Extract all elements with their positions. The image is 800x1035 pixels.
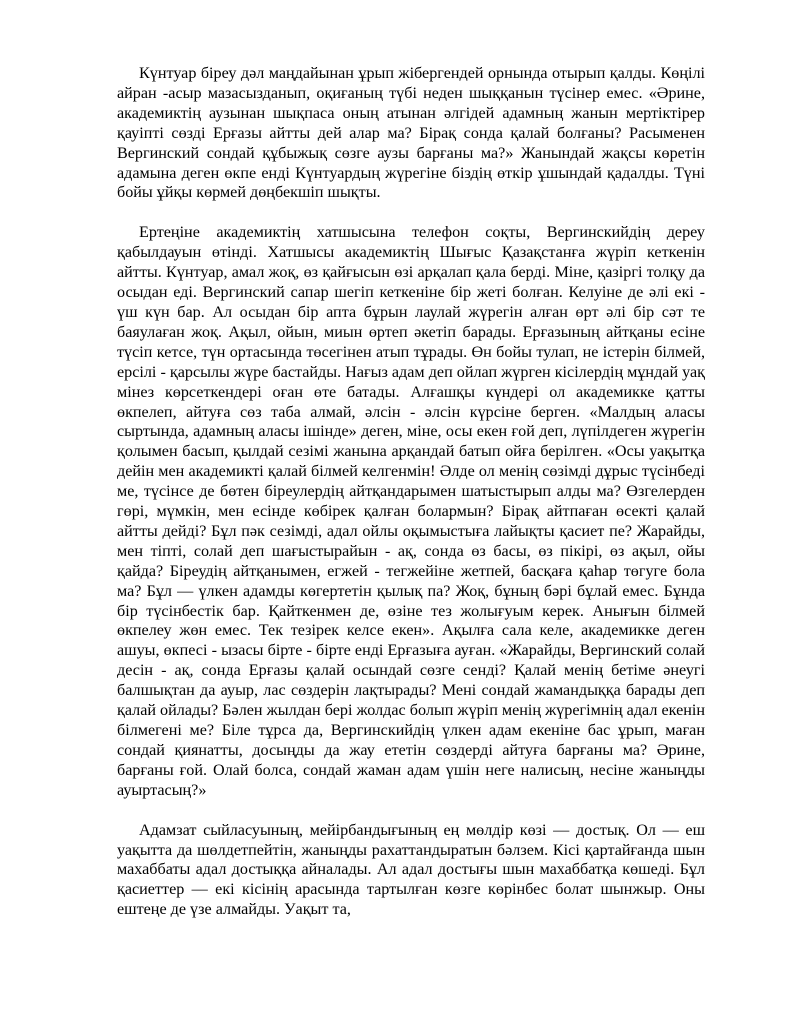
paragraph-1: Күнтуар біреу дәл маңдайынан ұрып жібергендей орнында отырып қалды. Көңілі айран -асыр мазасызданып, оқиғаның түбі неден шыққанын түсінер емес. «Әрине, академиктің аузынан шықпаса оның атынан әлгідей адамның жанын мертіктірер қауіпті сөзді Ерғазы айтты дей алар ма? Бірақ сонда қалай болғаны? Расыменен Вергинский сондай құбыжық сөзге аузы барғаны ма?» Жанындай жақсы көретін адамына деген өкпе енді Күнтуардың жүрегіне біздің өткір ұшындай қадалды. Түні бойы ұйқы көрмей дөңбекшіп шықты. xyxy=(117,65,705,202)
paragraph-3: Адамзат сыйласуының, мейірбандығының ең мөлдір көзі — достық. Ол — еш уақытта да шөлдетпейтін, жаныңды рахаттандыратын бәлзем. Кісі қартайғанда шын махаббаты адал достыққа айналады. Ал адал достығы шын махаббатқа көшеді. Бұл қасиеттер — екі кісінің арасында тартылған көзге көрінбес болат шынжыр. Оны ештеңе де үзе алмайды. Уақыт та, xyxy=(117,821,705,919)
paragraph-2: Ертеңіне академиктің хатшысына телефон соқты, Вергинскийдің дереу қабылдауын өтінді. Хатшысы академиктің Шығыс Қазақстанға жүріп кеткенін айтты. Күнтуар, амал жоқ, өз қайғысын өзі арқалап қала берді. Міне, қазіргі толқу да осыдан еді. Вергинский сапар шегіп кеткеніне бір жеті болған. Келуіне де әлі екі - үш күн бар. Ал осыдан бір апта бұрын лаулай жүрегін алған өрт әлі бір сәт те баяулаған жоқ. Ақыл, ойын, миын өртеп әкетіп барады. Ерғазының айтқаны есіне түсіп кетсе, түн ортасында төсегінен атып тұрады. Өн бойы тулап, не істерін білмей, ерсілі - қарсылы жүре бастайды. Нағыз адам деп ойлап жүрген кісілердің мұндай уақ мінез көрсеткендері оған өте батады. Алғашқы күндері ол академикке қатты өкпелеп, айтуға сөз таба алмай, әлсін - әлсін күрсіне берген. «Малдың аласы сыртында, адамның аласы ішінде» деген, міне, осы екен ғой деп, лүпілдеген жүрегін қолымен басып, қылдай сезімі жанына арқандай батып ойға берілген. «Осы уақытқа дейін мен академикті қалай білмей келгенмін! Әлде ол менің сөзімді дұрыс түсінбеді ме, түсінсе де бөтен біреулердің айтқандарымен шатыстырып алды ма? Өзгелерден гөрі, мүмкін, мен есінде көбірек қалған болармын? Бірақ айтпаған өсекті қалай айтты дейді? Бұл пәк сезімді, адал ойлы оқымыстыға лайықты қасиет пе? Жарайды, мен тіпті, солай деп шағыстырайын - ақ, сонда өз басы, өз пікірі, өз ақыл, ойы қайда? Біреудің айтқанымен, егжей - тегжейіне жетпей, басқаға қаһар төгуге бола ма? Бұл — үлкен адамды көгертетін қылық па? Жоқ, бұның бәрі бұлай емес. Бұнда бір түсінбестік бар. Қайткенмен де, өзіне тез жолығуым керек. Анығын білмей өкпелеу жөн емес. Тек тезірек келсе екен». Ақылға сала келе, академикке деген ашуы, өкпесі - ызасы бірте - бірте енді Ерғазыға ауған. «Жарайды, Вергинский солай десін - ақ, сонда Ерғазы қалай осындай сөзге сенді? Қалай менің бетіме әнеугі балшықтан да ауыр, лас сөздерін лақтырады? Мені сондай жамандыққа барады деп қалай ойлады? Бәлен жылдан бері жолдас болып жүріп менің жүрегімнің адал екенін білмегені ме? Біле тұрса да, Вергинскийдің үлкен адам екеніне бас ұрып, маған сондай қиянатты, досыңды да жау ететін сөздерді айтуға барғаны ма? Әрине, барғаны ғой. Олай болса, сондай жаман адам үшін неге налисың, несіне жаныңды ауыртасың?» xyxy=(117,224,705,799)
document-body xyxy=(117,64,705,940)
